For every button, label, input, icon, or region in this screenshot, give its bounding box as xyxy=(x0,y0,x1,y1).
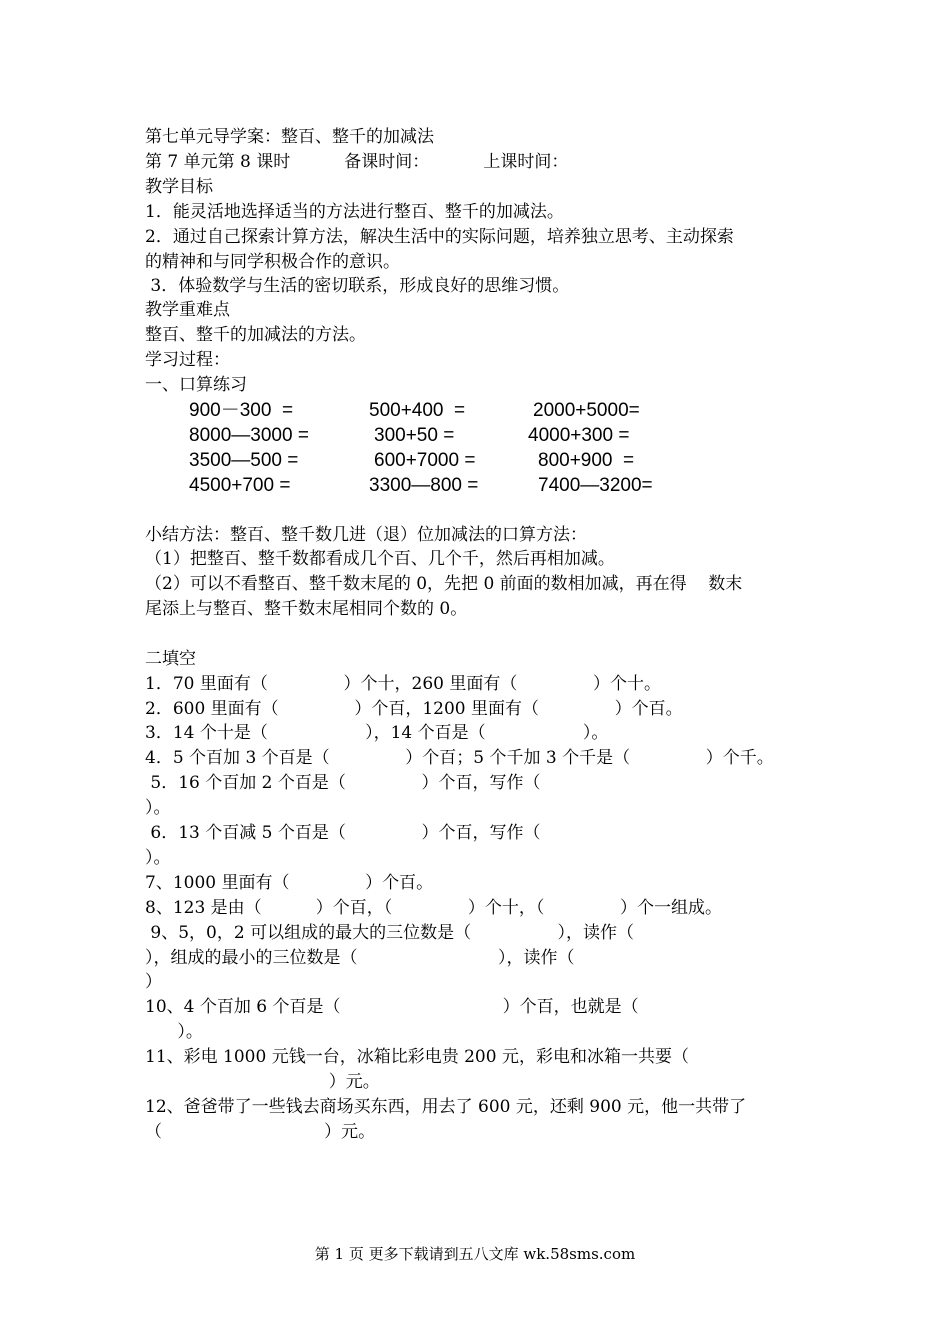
lesson-info: 第 7 单元第 8 课时 备课时间： 上课时间： xyxy=(145,152,569,172)
fill-line: 3．14 个十是（ ），14 个百是（ ）。 xyxy=(145,723,609,743)
calc-item: 800+900 = xyxy=(538,450,635,471)
key-text: 整百、整千的加减法的方法。 xyxy=(145,325,366,345)
calc-item: 900－300 = xyxy=(189,400,294,421)
summary-line: （1）把整百、整千数都看成几个百、几个千，然后再相加减。 xyxy=(145,549,615,569)
fill-line: 7、1000 里面有（ ）个百。 xyxy=(145,873,434,893)
calc-item: 3300—800 = xyxy=(369,475,479,496)
fill-line: 2．600 里面有（ ）个百，1200 里面有（ ）个百。 xyxy=(145,699,683,719)
calc-item: 4000+300 = xyxy=(528,425,630,446)
fill-line: ），组成的最小的三位数是（ ），读作（ xyxy=(145,948,575,968)
fill-line: 8、123 是由（ ）个百，（ ）个十，（ ）个一组成。 xyxy=(145,898,723,918)
fill-line: ）。 xyxy=(145,798,171,818)
key-heading: 教学重难点 xyxy=(145,300,230,320)
goals-heading: 教学目标 xyxy=(145,177,213,197)
section-1-heading: 一、口算练习 xyxy=(145,375,247,395)
calc-item: 600+7000 = xyxy=(374,450,476,471)
calc-item: 4500+700 = xyxy=(189,475,291,496)
fill-line: 9、5，0，2 可以组成的最大的三位数是（ ），读作（ xyxy=(145,923,635,943)
process-heading: 学习过程： xyxy=(145,350,230,370)
page-footer: 第 1 页 更多下载请到五八文库 wk.58sms.com xyxy=(314,1245,636,1263)
fill-line: 1．70 里面有（ ）个十，260 里面有（ ）个十。 xyxy=(145,674,662,694)
section-2-heading: 二填空 xyxy=(145,649,196,669)
fill-line: 6．13 个百减 5 个百是（ ）个百，写作（ xyxy=(145,823,541,843)
fill-line: 10、4 个百加 6 个百是（ ）个百，也就是（ xyxy=(145,997,639,1017)
fill-line: 5．16 个百加 2 个百是（ ）个百，写作（ xyxy=(145,773,541,793)
fill-line: 12、爸爸带了一些钱去商场买东西，用去了 600 元，还剩 900 元，他一共带了 xyxy=(145,1097,747,1117)
goal-line: 的精神和与同学积极合作的意识。 xyxy=(145,252,400,272)
summary-line: 小结方法：整百、整千数几进（退）位加减法的口算方法： xyxy=(145,525,587,545)
calc-item: 7400—3200= xyxy=(538,475,653,496)
goal-line: 1．能灵活地选择适当的方法进行整百、整千的加减法。 xyxy=(145,202,564,222)
fill-line: 11、彩电 1000 元钱一台，冰箱比彩电贵 200 元，彩电和冰箱一共要（ xyxy=(145,1047,689,1067)
calc-item: 3500—500 = xyxy=(189,450,299,471)
calc-item: 2000+5000= xyxy=(533,400,640,421)
fill-line: （ ）元。 xyxy=(145,1122,376,1142)
fill-line: ） xyxy=(145,972,162,992)
fill-line: ）。 xyxy=(145,848,171,868)
fill-line: 4．5 个百加 3 个百是（ ）个百；5 个千加 3 个千是（ ）个千。 xyxy=(145,748,774,768)
calc-item: 8000—3000 = xyxy=(189,425,309,446)
summary-line: 尾添上与整百、整千数末尾相同个数的 0。 xyxy=(145,599,468,619)
goal-line: 3．体验数学与生活的密切联系，形成良好的思维习惯。 xyxy=(145,276,570,296)
fill-line: ）。 xyxy=(145,1022,203,1042)
calc-item: 500+400 = xyxy=(369,400,466,421)
doc-title: 第七单元导学案：整百、整千的加减法 xyxy=(145,127,434,147)
fill-line: ）元。 xyxy=(145,1072,380,1092)
summary-line: （2）可以不看整百、整千数末尾的 0，先把 0 前面的数相加减，再在得 数末 xyxy=(145,574,743,594)
goal-line: 2．通过自己探索计算方法，解决生活中的实际问题，培养独立思考、主动探索 xyxy=(145,227,734,247)
calc-item: 300+50 = xyxy=(374,425,455,446)
